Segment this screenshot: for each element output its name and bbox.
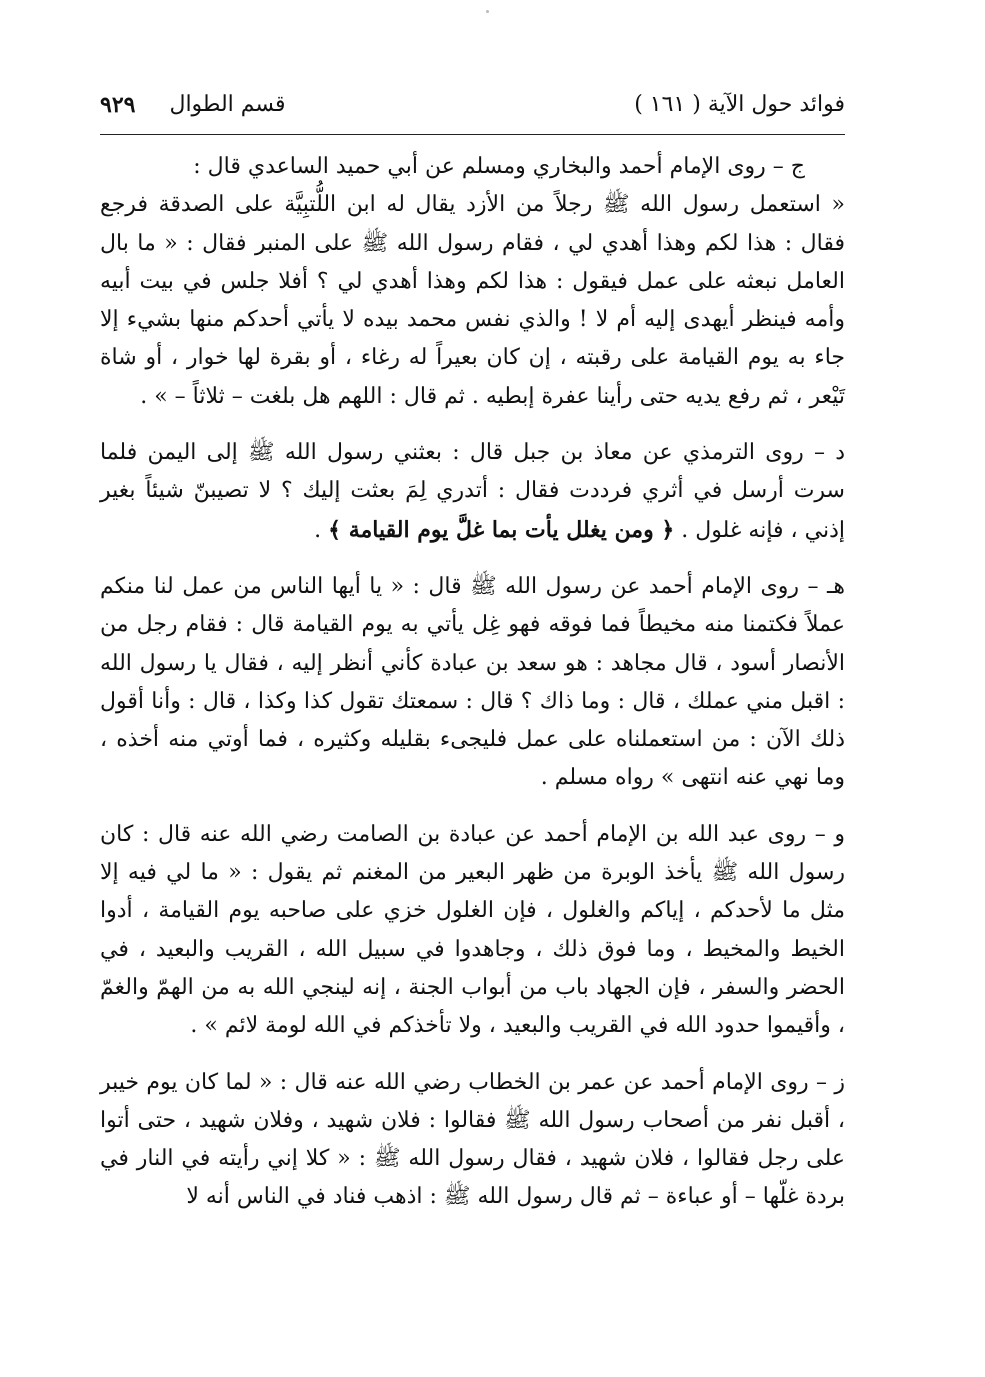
running-header [100,88,845,128]
paragraph-jim: ج – روى الإمام أحمد والبخاري ومسلم عن أبي حميد الساعدي قال : [193,154,805,179]
header-left [100,92,286,118]
paragraph-waw: و – روى عبد الله بن الإمام أحمد عن عبادة بن الصامت رضي الله عنه قال : كان رسول الله ﷺ يأخذ الوبرة من ظهر البعير من المغنم ثم يقول : « ما لي فيه إلا مثل ما لأحدكم ، إياكم والغلول ، فإن الغلول خزي على صاحبه يوم القيامة ، أدوا الخيط والمخيط ، وما فوق ذلك ، وجاهدوا في سبيل الله ، القريب والبعيد ، في الحضر والسفر ، فإن الجهاد باب من أبواب الجنة ، إنه لينجي الله به من الهمّ والغمّ ، وأقيموا حدود الله في القريب والبعيد ، ولا تأخذكم في الله لومة لائم » . [100,821,845,1039]
page-number: ٩٢٩ [100,92,136,118]
chapter-title: فوائد حول الآية ( ١٦١ ) [634,92,845,117]
quran-verse: ﴿ ومن يغلل يأت بما غلَّ يوم القيامة ﴾ [328,516,675,543]
paragraph-dal-text: د – روى الترمذي عن معاذ بن جبل قال : بعثني رسول الله ﷺ إلى اليمن فلما سرت أرسل في أثري فرددت فقال : أتدري لِمَ بعثت إليك ؟ لا تصيبنّ شيئاً بغير إذني ، فإنه غلول . [100,440,845,543]
scan-speck [486,10,489,13]
paragraph-dal-end: . [314,517,329,543]
paragraph-dal [100,434,845,550]
header-rule [100,134,845,135]
paragraph-ha: هـ – روى الإمام أحمد عن رسول الله ﷺ قال : « يا أيها الناس من عمل لنا منكم عملاً فكتمنا منه مخيطاً فما فوقه فهو غِل يأتي به يوم القيامة قال : فقام رجل من الأنصار أسود ، قال مجاهد : هو سعد بن عبادة كأني أنظر إليه ، فقال يا رسول الله : اقبل مني عملك ، قال : وما ذاك ؟ قال : سمعتك تقول كذا وكذا ، قال : وأنا أقول ذلك الآن : من استعملناه على عمل فليجىء بقليله وكثيره ، فما أوتي منه أخذه ، وما نهي عنه انتهى » رواه مسلم . [100,573,845,791]
paragraph-zay: ز – روى الإمام أحمد عن عمر بن الخطاب رضي الله عنه قال : « لما كان يوم خيبر ، أقبل نفر من أصحاب رسول الله ﷺ فقالوا : فلان شهيد ، وفلان شهيد ، حتى أتوا على رجل فقالوا ، فلان شهيد ، فقال رسول الله ﷺ : « كلا إني رأيته في النار في بردة غلّها – أو عباءة – ثم قال رسول الله ﷺ : اذهب فناد في الناس أنه لا [100,1069,845,1210]
section-title: قسم الطوال [169,92,286,117]
page-body [100,148,845,1217]
paragraph-hadith-quote: « استعمل رسول الله ﷺ رجلاً من الأزد يقال له ابن اللُّتبِيَّة على الصدقة فرجع فقال : هذا لكم وهذا أهدي لي ، فقام رسول الله ﷺ على المنبر فقال : « ما بال العامل نبعثه على عمل فيقول : هذا لكم وهذا أهدي لي ؟ أفلا جلس في بيت أبيه وأمه فينظر أيهدى إليه أم لا ! والذي نفس محمد بيده لا يأتي أحدكم منها بشيء إلا جاء به يوم القيامة على رقبته ، إن كان بعيراً له رغاء ، أو بقرة لها خوار ، أو شاة تَيْعر ، ثم رفع يديه حتى رأينا عفرة إبطيه . ثم قال : اللهم هل بلغت – ثلاثاً – » . [100,192,845,409]
